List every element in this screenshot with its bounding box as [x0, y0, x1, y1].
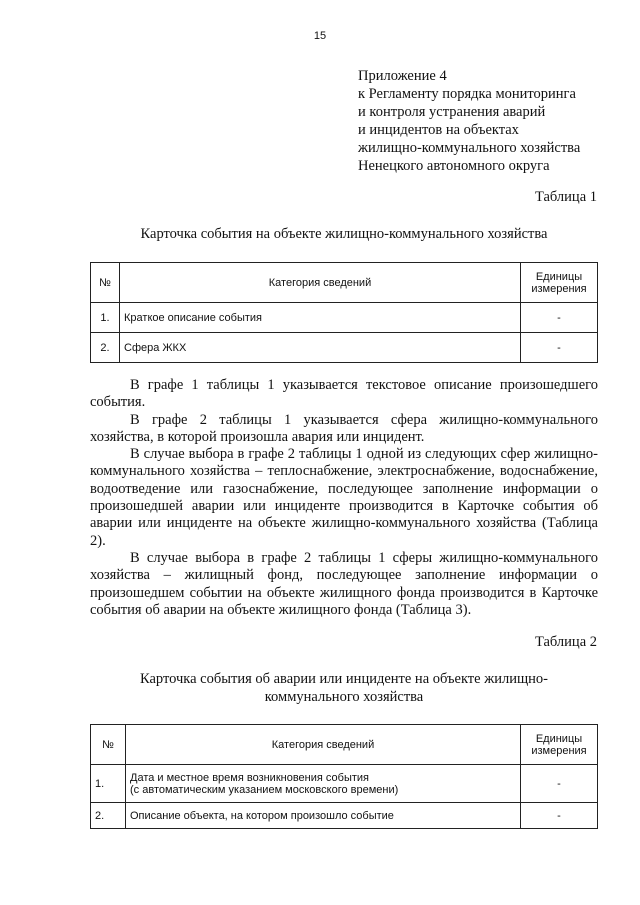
unit-header-line: Единицы — [535, 270, 583, 283]
table-row — [91, 303, 598, 333]
paragraph: В случае выбора в графе 2 таблицы 1 одной из следующих сфер жилищно-коммунального хозяйства – теплоснабжение, электроснабжение, водоснабжение, водоотведение или газоснабжение, последующее заполнение информации о произошедшей аварии или инциденте производится в Карточке события об аварии или инциденте на объекте жилищно-коммунального хозяйства (Таблица 2). — [90, 446, 598, 549]
row-category: Сфера ЖКХ — [120, 333, 521, 363]
row-num: 1. — [91, 303, 120, 333]
row-unit: - — [521, 303, 598, 333]
paragraph: В графе 2 таблицы 1 указывается сфера жилищно-коммунального хозяйства, в которой произошла авария или инцидент. — [90, 411, 598, 445]
col-header-num: № — [91, 263, 120, 303]
row-num: 2. — [91, 333, 120, 363]
row-category: Краткое описание события — [120, 303, 521, 333]
col-header-category: Категория сведений — [126, 725, 521, 765]
body-text — [90, 377, 598, 619]
page-number: 15 — [313, 30, 327, 42]
row-category-line: (с автоматическим указанием московского времени) — [130, 783, 399, 796]
annex-line: и контроля устранения аварий — [358, 104, 546, 120]
paragraph: В случае выбора в графе 2 таблицы 1 сферы жилищно-коммунального хозяйства – жилищный фонд, последующее заполнение информации о произошедшем событии на объекте жилищного фонда производится в Карточке события об аварии на объекте жилищного фонда (Таблица 3). — [90, 549, 598, 618]
row-category-line: Дата и местное время возникновения события — [130, 771, 369, 784]
annex-line: жилищно-коммунального хозяйства — [358, 140, 581, 156]
table2-title-line: Карточка события об аварии или инциденте на объекте жилищно- — [140, 671, 548, 687]
table2 — [90, 724, 598, 829]
annex-line: к Регламенту порядка мониторинга — [358, 86, 576, 102]
table-header-row — [91, 263, 598, 303]
annex-line: Приложение 4 — [358, 68, 447, 84]
table1-title: Карточка события на объекте жилищно-коммунального хозяйства — [140, 226, 548, 242]
table-header-row — [91, 725, 598, 765]
col-header-unit — [521, 263, 598, 303]
col-header-num: № — [91, 725, 126, 765]
table-row — [91, 765, 598, 803]
annex-line: и инцидентов на объектах — [358, 122, 519, 138]
table1-label: Таблица 1 — [534, 189, 597, 205]
row-category — [126, 765, 521, 803]
row-unit: - — [521, 333, 598, 363]
table2-title — [90, 670, 598, 706]
annex-header — [358, 67, 580, 175]
unit-header-line: измерения — [531, 282, 587, 295]
table2-title-line: коммунального хозяйства — [264, 689, 424, 705]
table-row — [91, 803, 598, 829]
paragraph: В графе 1 таблицы 1 указывается текстовое описание произошедшего события. — [90, 377, 598, 411]
row-unit: - — [521, 803, 598, 829]
row-num: 1. — [91, 765, 126, 803]
row-num: 2. — [91, 803, 126, 829]
unit-header-line: Единицы — [535, 732, 583, 745]
row-category: Описание объекта, на котором произошло событие — [126, 803, 521, 829]
table-row — [91, 333, 598, 363]
row-unit: - — [521, 765, 598, 803]
col-header-category: Категория сведений — [120, 263, 521, 303]
annex-line: Ненецкого автономного округа — [358, 158, 550, 174]
unit-header-line: измерения — [531, 744, 587, 757]
table2-label: Таблица 2 — [534, 634, 597, 650]
table1 — [90, 262, 598, 363]
col-header-unit — [521, 725, 598, 765]
